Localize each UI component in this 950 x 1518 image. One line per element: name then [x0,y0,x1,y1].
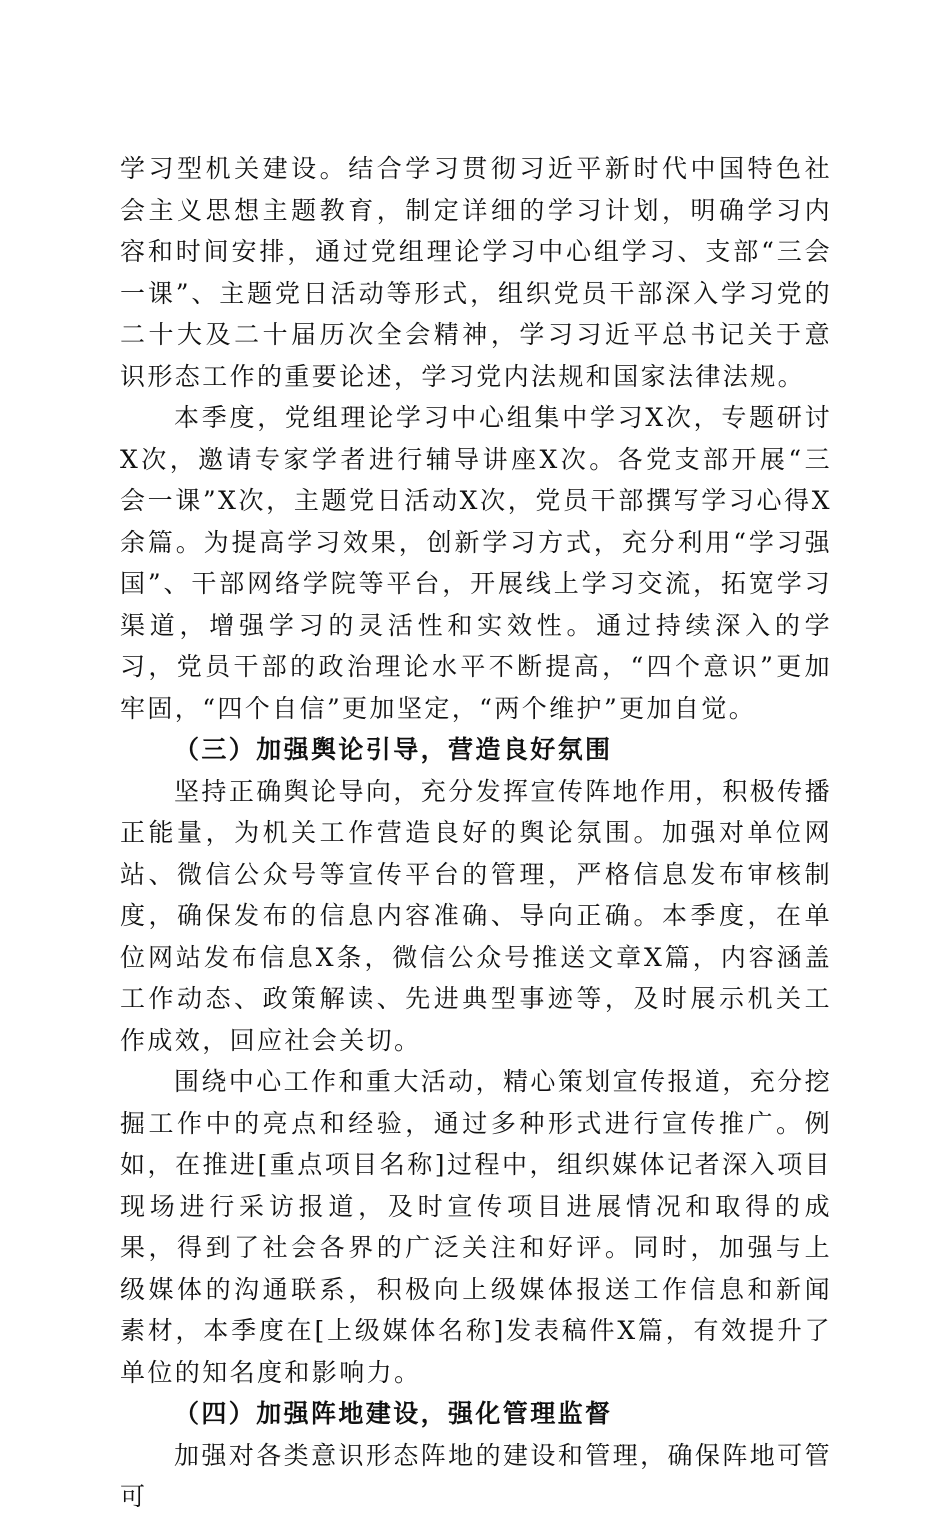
paragraph-position-building: 加强对各类意识形态阵地的建设和管理，确保阵地可管可 [120,1440,832,1511]
paragraph-study-summary: 本季度，党组理论学习中心组集中学习X次，专题研讨X次，邀请专家学者进行辅导讲座X次。各党支部开展“三会一课”X次，主题党日活动X次，党员干部撰写学习心得X余篇。为提高学习效果，创新学习方式，充分利用“学习强国”、干部网络学院等平台，开展线上学习交流，拓宽学习渠道，增强学习的灵活性和实效性。通过持续深入的学习，党员干部的政治理论水平不断提高，“四个意识”更加牢固，“四个自信”更加坚定，“两个维护”更加自觉。 [120,403,832,723]
paragraph-public-opinion: 坚持正确舆论导向，充分发挥宣传阵地作用，积极传播正能量，为机关工作营造良好的舆论氛围。加强对单位网站、微信公众号等宣传平台的管理，严格信息发布审核制度，确保发布的信息内容准确、导向正确。本季度，在单位网站发布信息X条，微信公众号推送文章X篇，内容涵盖工作动态、政策解读、先进典型事迹等，及时展示机关工作成效，回应社会关切。 [120,776,832,1055]
paragraph-publicity: 围绕中心工作和重大活动，精心策划宣传报道，充分挖掘工作中的亮点和经验，通过多种形式进行宣传推广。例如，在推进[重点项目名称]过程中，组织媒体记者深入项目现场进行采访报道，及时宣传项目进展情况和取得的成果，得到了社会各界的广泛关注和好评。同时，加强与上级媒体的沟通联系，积极向上级媒体报送工作信息和新闻素材，本季度在[上级媒体名称]发表稿件X篇，有效提升了单位的知名度和影响力。 [120,1067,832,1387]
section-heading-4: （四）加强阵地建设，强化管理监督 [174,1399,613,1428]
section-heading-3: （三）加强舆论引导，营造良好氛围 [174,735,613,764]
document-body [120,148,832,1518]
paragraph-continuation: 学习型机关建设。结合学习贯彻习近平新时代中国特色社会主义思想主题教育，制定详细的学习计划，明确学习内容和时间安排，通过党组理论学习中心组学习、支部“三会一课”、主题党日活动等形式，组织党员干部深入学习党的二十大及二十届历次全会精神，学习习近平总书记关于意识形态工作的重要论述，学习党内法规和国家法律法规。 [120,154,832,391]
